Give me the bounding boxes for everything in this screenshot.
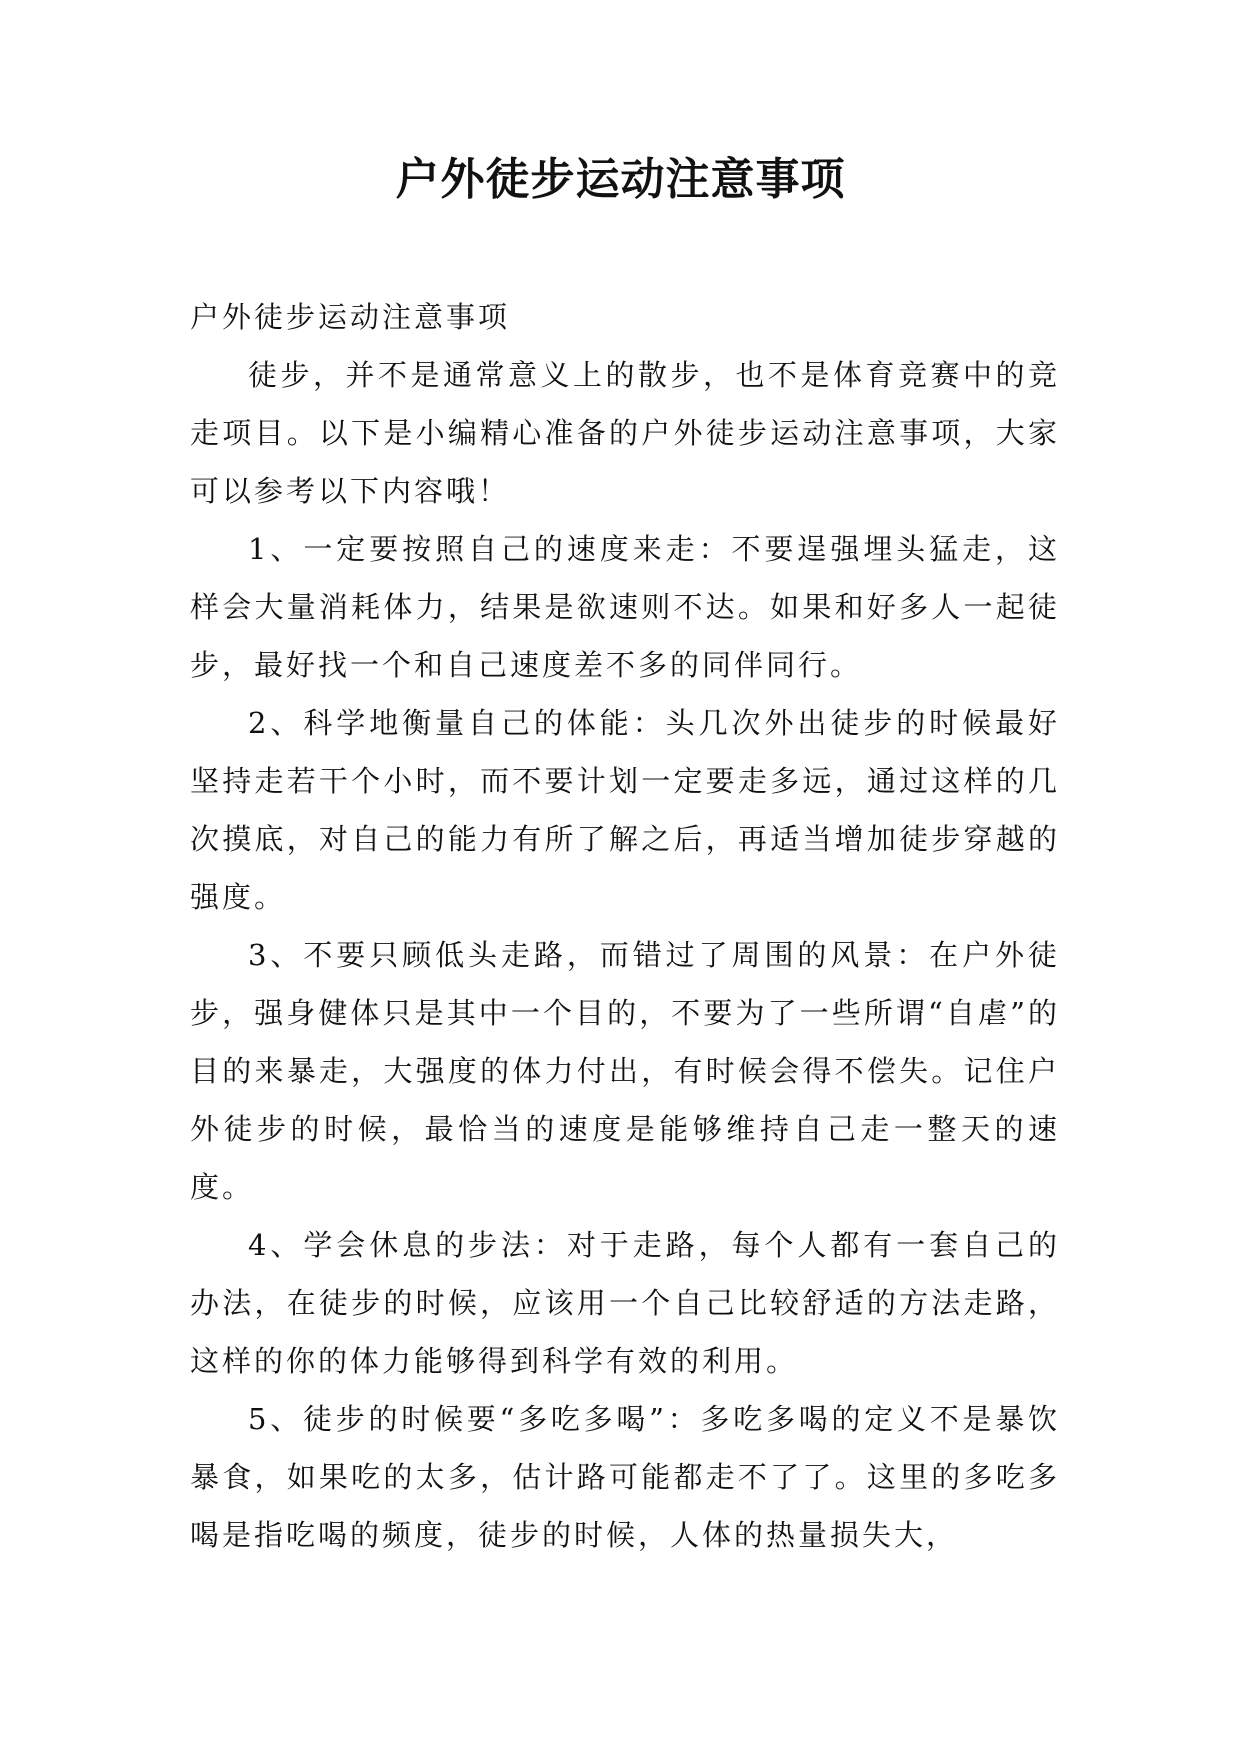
- paragraph-tip-5: 5、徒步的时候要“多吃多喝”：多吃多喝的定义不是暴饮暴食，如果吃的太多，估计路可能都走不了了。这里的多吃多喝是指吃喝的频度，徒步的时候，人体的热量损失大，: [190, 1402, 1060, 1552]
- document-title: 户外徒步运动注意事项: [395, 154, 846, 205]
- paragraph-tip-4: 4、学会休息的步法：对于走路，每个人都有一套自己的办法，在徒步的时候，应该用一个自己比较舒适的方法走路，这样的你的体力能够得到科学有效的利用。: [190, 1228, 1060, 1378]
- paragraph-intro: 徒步，并不是通常意义上的散步，也不是体育竞赛中的竞走项目。以下是小编精心准备的户外徒步运动注意事项，大家可以参考以下内容哦！: [190, 358, 1060, 508]
- paragraph-tip-2: 2、科学地衡量自己的体能：头几次外出徒步的时候最好坚持走若干个小时，而不要计划一定要走多远，通过这样的几次摸底，对自己的能力有所了解之后，再适当增加徒步穿越的强度。: [190, 706, 1060, 914]
- document-body: [190, 288, 1060, 1564]
- document-subtitle: 户外徒步运动注意事项: [190, 300, 511, 334]
- paragraph-tip-3: 3、不要只顾低头走路，而错过了周围的风景：在户外徒步，强身健体只是其中一个目的，不要为了一些所谓“自虐”的目的来暴走，大强度的体力付出，有时候会得不偿失。记住户外徒步的时候，最恰当的速度是能够维持自己走一整天的速度。: [190, 938, 1060, 1204]
- paragraph-tip-1: 1、一定要按照自己的速度来走：不要逞强埋头猛走，这样会大量消耗体力，结果是欲速则不达。如果和好多人一起徒步，最好找一个和自己速度差不多的同伴同行。: [190, 532, 1060, 682]
